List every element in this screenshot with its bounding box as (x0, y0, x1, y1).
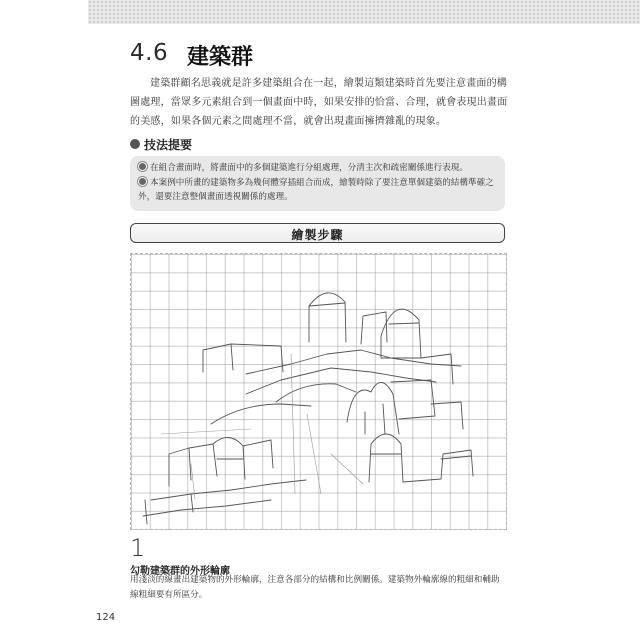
technique-text: 本案例中所畫的建築物多為幾何體穿插組合而成，繪製時除了要注意單個建築的結構準確之外，還要注意整個畫面透視關係的處理。 (138, 178, 494, 202)
central-dome-outline (347, 382, 399, 434)
section-title: 建築群 (187, 45, 254, 70)
bullet-icon (138, 162, 147, 171)
domed-tower-outline (309, 293, 346, 342)
sketch-illustration (130, 253, 507, 530)
technique-text: 在組合畫面時，將畫面中的多個建築進行分組處理，分清主次和疏密關係進行表現。 (150, 163, 468, 173)
step-description: 用淺淡的線畫出建築物的外形輪廓，注意各部分的結構和比例關係。建築物外輪廓線的粗細和輔助線粗細要有所區分。 (130, 575, 500, 600)
techniques-box (130, 156, 505, 211)
top-decorative-band (88, 0, 640, 24)
steps-title: 繪製步驟 (291, 228, 344, 242)
techniques-title: 技法提要 (144, 138, 193, 152)
step-title: 勾勒建築群的外形輪廓 (130, 566, 230, 577)
page-number: 124 (96, 612, 116, 623)
section-number: 4.6 (130, 40, 169, 66)
technique-item (138, 161, 498, 175)
building-sketch (131, 254, 506, 529)
technique-item (138, 176, 498, 204)
step-number: 1 (130, 534, 146, 562)
front-arch-outline (369, 434, 403, 482)
arch-window (213, 437, 245, 479)
bullet-icon (130, 139, 140, 149)
intro-paragraph: 建築群顧名思義就是許多建築組合在一起，繪製這類建築時首先要注意畫面的構圖處理，當眾多元素組合到一個畫面中時，如果安排的恰當、合理，就會表現出畫面的美感，如果各個元素之間處理不當，就會出現畫面擁擠雜亂的現象。 (130, 78, 508, 127)
bullet-icon (138, 177, 147, 186)
steps-banner (130, 223, 505, 243)
